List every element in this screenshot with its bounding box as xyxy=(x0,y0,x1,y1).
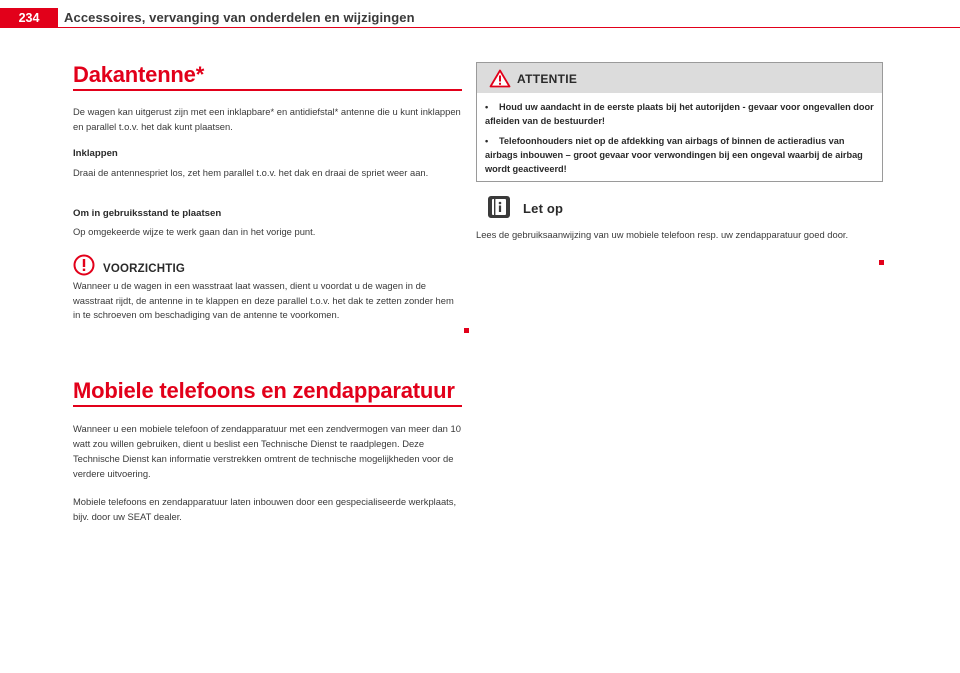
mobile-paragraph-2: Mobiele telefoons en zendapparatuur laten inbouwen door een gespecialiseerde werkplaats, bijv. door uw SEAT dealer. xyxy=(73,496,457,522)
warning-item-text: Telefoonhouders niet op de afdekking van airbags of binnen de actieradius van airbags inbouwen – groot gevaar voor verwondingen bij een ongeval waarbij de airbag wordt geactiveerd! xyxy=(485,136,863,174)
note-paragraph: Lees de gebruiksaanwijzing van uw mobiele telefoon resp. uw zendapparatuur goed door. xyxy=(476,229,849,240)
warning-header xyxy=(477,63,882,93)
warning-box xyxy=(476,62,883,182)
page-number: 234 xyxy=(0,8,58,28)
subheading-gebruiksstand: Om in gebruiksstand te plaatsen xyxy=(73,208,222,219)
caution-paragraph: Wanneer u de wagen in een wasstraat laat wassen, dient u voordat u de wagen in de wasstraat rijdt, de antenne in te klappen en deze parallel t.o.v. het dak te zetten zonder hem in te schroeven om beschadiging van de antenne te voorkomen. xyxy=(73,280,454,320)
section-title-rule xyxy=(73,89,462,91)
page-header xyxy=(0,0,960,28)
warning-item xyxy=(485,134,875,176)
chapter-title: Accessoires, vervanging van onderdelen en wijzigingen xyxy=(64,10,415,25)
subheading-inklappen: Inklappen xyxy=(73,148,118,159)
note-book-icon xyxy=(487,195,511,219)
note-title: Let op xyxy=(523,201,564,216)
caution-title: VOORZICHTIG xyxy=(103,263,186,275)
warning-title: ATTENTIE xyxy=(517,72,578,86)
intro-paragraph: De wagen kan uitgerust zijn met een inklapbare* en antidiefstal* antenne die u kunt inklappen en parallel t.o.v. het dak kunt plaatsen. xyxy=(73,106,461,132)
bullet: • xyxy=(485,102,489,112)
warning-triangle-icon xyxy=(489,69,511,88)
end-of-section-mark xyxy=(464,328,469,333)
section-title-rule xyxy=(73,405,462,407)
mobile-paragraph-1: Wanneer u een mobiele telefoon of zendapparatuur met een zendvermogen van meer dan 10 watt zou willen gebruiken, dient u beslist een Technische Dienst te raadplegen. Deze Technische Dienst kan informatie verstrekken omtrent de technische mogelijkheden voor de verdere uitvoering. xyxy=(73,423,461,479)
header-divider xyxy=(58,27,960,28)
warning-item-text: Houd uw aandacht in de eerste plaats bij het autorijden - gevaar voor ongevallen door afleiden van de bestuurder! xyxy=(485,102,874,126)
end-of-section-mark xyxy=(879,260,884,265)
caution-icon xyxy=(73,254,95,276)
section-title-mobiele-telefoons: Mobiele telefoons en zendapparatuur xyxy=(73,378,455,403)
gebruiksstand-paragraph: Op omgekeerde wijze te werk gaan dan in het vorige punt. xyxy=(73,226,316,237)
warning-item xyxy=(485,100,875,128)
inklappen-paragraph: Draai de antennespriet los, zet hem parallel t.o.v. het dak en draai de spriet weer aan. xyxy=(73,167,429,178)
section-title-dakantenne: Dakantenne* xyxy=(73,62,205,87)
bullet: • xyxy=(485,136,489,146)
